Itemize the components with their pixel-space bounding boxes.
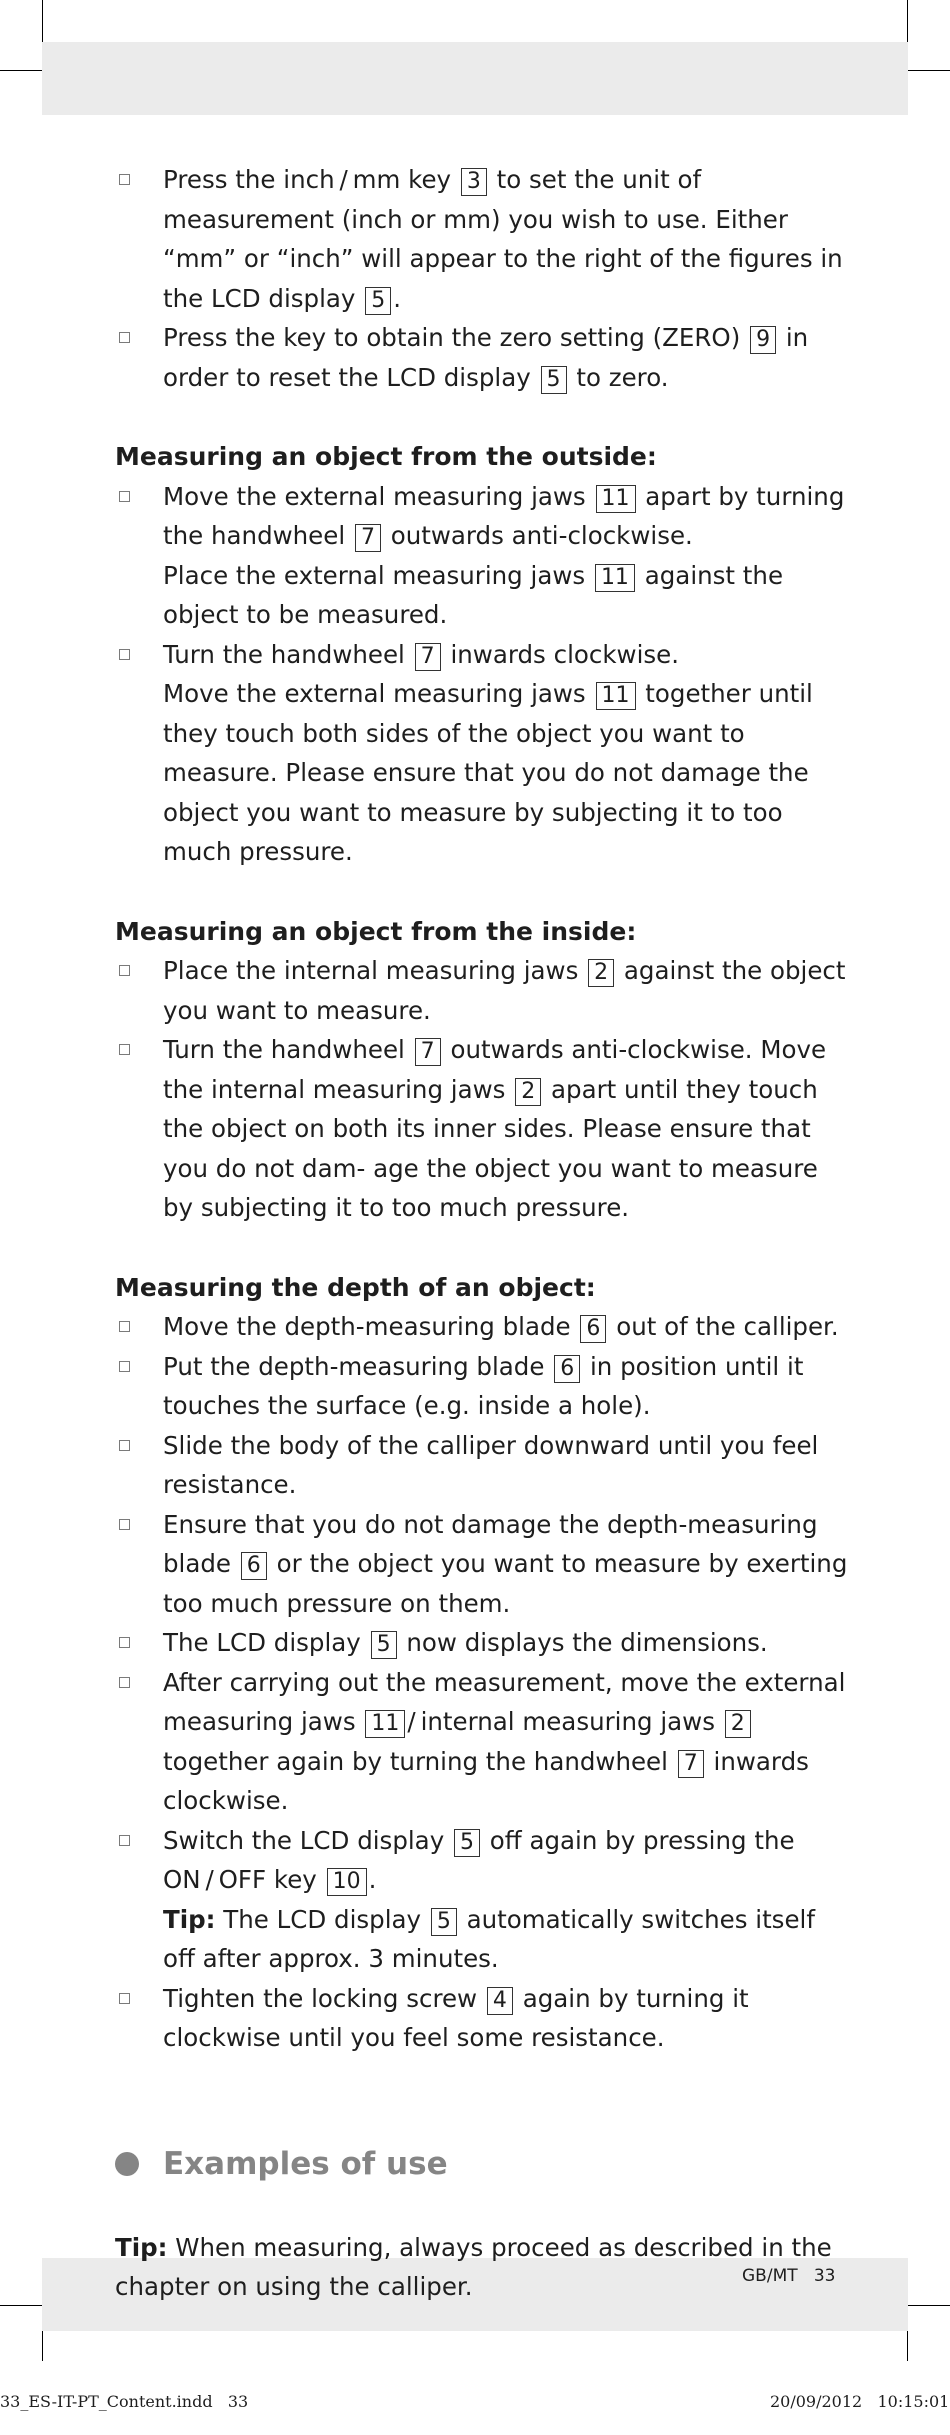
bullet-dot-icon: [115, 2152, 139, 2176]
section-heading: Measuring the depth of an object:: [115, 1272, 596, 1302]
page-number: GB/MT 33: [742, 2266, 836, 2286]
key-ref: 6: [241, 1552, 267, 1580]
checkbox-bullet-icon: [119, 1440, 130, 1451]
key-ref: 5: [454, 1829, 480, 1857]
key-ref: 6: [580, 1315, 606, 1343]
crop-mark: [902, 70, 950, 71]
checkbox-bullet-icon: [119, 965, 130, 976]
print-file-label: 33_ES-IT-PT_Content.indd 33: [0, 2392, 249, 2411]
list-item: The LCD display 5 now displays the dimensions.: [115, 1623, 850, 1663]
list-item: Tighten the locking screw 4 again by turning it clockwise until you feel some resistance.: [115, 1979, 850, 2058]
section-heading: Examples of use: [115, 2144, 850, 2184]
checkbox-bullet-icon: [119, 1835, 130, 1846]
key-ref: 5: [431, 1908, 457, 1936]
list-item: Move the external measuring jaws 11 apart by turning the handwheel 7 outwards anti-clockwise. Place the external measuring jaws 11 against the object to be measured.: [115, 477, 850, 635]
key-ref: 11: [596, 682, 636, 710]
checkbox-bullet-icon: [119, 174, 130, 185]
checkbox-bullet-icon: [119, 1677, 130, 1688]
key-ref: 2: [515, 1078, 541, 1106]
list-item: Turn the handwheel 7 outwards anti-clockwise. Move the internal measuring jaws 2 apart until they touch the object on both its inner sides. Please ensure that you do not dam- age the object you want to measure by subjecting it to too much pressure.: [115, 1030, 850, 1228]
list-item: Slide the body of the calliper downward until you feel resistance.: [115, 1426, 850, 1505]
tip-paragraph: Tip: When measuring, always proceed as described in the chapter on using the calliper.: [115, 2232, 832, 2301]
key-ref: 11: [596, 485, 636, 513]
checkbox-bullet-icon: [119, 1993, 130, 2004]
print-date-label: 20/09/2012 10:15:01: [770, 2392, 950, 2411]
key-ref: 7: [415, 643, 441, 671]
list-item: Ensure that you do not damage the depth-measuring blade 6 or the object you want to measure by exerting too much pressure on them.: [115, 1505, 850, 1624]
key-ref: 11: [595, 564, 635, 592]
crop-mark: [0, 70, 48, 71]
checkbox-bullet-icon: [119, 649, 130, 660]
checkbox-bullet-icon: [119, 1044, 130, 1055]
checkbox-bullet-icon: [119, 1519, 130, 1530]
list-item: After carrying out the measurement, move the external measuring jaws 11 / internal measuring jaws 2 together again by turning the handwheel 7 inwards clockwise.: [115, 1663, 850, 1821]
crop-mark: [42, 0, 43, 48]
key-ref: 7: [355, 524, 381, 552]
key-ref: 9: [750, 326, 776, 354]
checkbox-bullet-icon: [119, 1321, 130, 1332]
tip-label: Tip:: [115, 2232, 168, 2262]
crop-mark: [0, 2305, 48, 2306]
spacer: [115, 2058, 850, 2114]
section-heading: Measuring an object from the inside:: [115, 916, 637, 946]
header-band: [42, 42, 908, 115]
key-ref: 4: [487, 1987, 513, 2015]
key-ref: 10: [327, 1868, 367, 1896]
list-item: Turn the handwheel 7 inwards clockwise. Move the external measuring jaws 11 together until they touch both sides of the object you want to measure. Please ensure that you do not damage the object you want to measure by subjecting it to too much pressure.: [115, 635, 850, 872]
key-ref: 7: [415, 1038, 441, 1066]
list-item: Press the inch / mm key 3 to set the unit of measurement (inch or mm) you wish to use. Either “mm” or “inch” will appear to the right of the figures in the LCD display 5 .: [115, 160, 850, 318]
list-item: Press the key to obtain the zero setting (ZERO) 9 in order to reset the LCD display 5 to zero.: [115, 318, 850, 397]
crop-mark: [907, 0, 908, 48]
key-ref: 5: [371, 1631, 397, 1659]
list-item: Put the depth-measuring blade 6 in position until it touches the surface (e.g. inside a hole).: [115, 1347, 850, 1426]
checkbox-bullet-icon: [119, 332, 130, 343]
main-content: [115, 160, 850, 2307]
key-ref: 3: [461, 168, 487, 196]
key-ref: 2: [588, 959, 614, 987]
checkbox-bullet-icon: [119, 1361, 130, 1372]
checkbox-bullet-icon: [119, 1637, 130, 1648]
key-ref: 5: [365, 287, 391, 315]
list-item: Place the internal measuring jaws 2 against the object you want to measure.: [115, 951, 850, 1030]
key-ref: 6: [554, 1355, 580, 1383]
key-ref: 2: [725, 1710, 751, 1738]
key-ref: 7: [678, 1750, 704, 1778]
list-item: Move the depth-measuring blade 6 out of the calliper.: [115, 1307, 850, 1347]
tip-label: Tip:: [163, 1904, 216, 1934]
crop-mark: [902, 2305, 950, 2306]
list-item: Switch the LCD display 5 off again by pressing the ON / OFF key 10 . Tip: The LCD display 5 automatically switches itself off after approx. 3 minutes.: [115, 1821, 850, 1979]
key-ref: 11: [365, 1710, 405, 1738]
key-ref: 5: [541, 366, 567, 394]
checkbox-bullet-icon: [119, 491, 130, 502]
section-heading: Measuring an object from the outside:: [115, 442, 657, 471]
